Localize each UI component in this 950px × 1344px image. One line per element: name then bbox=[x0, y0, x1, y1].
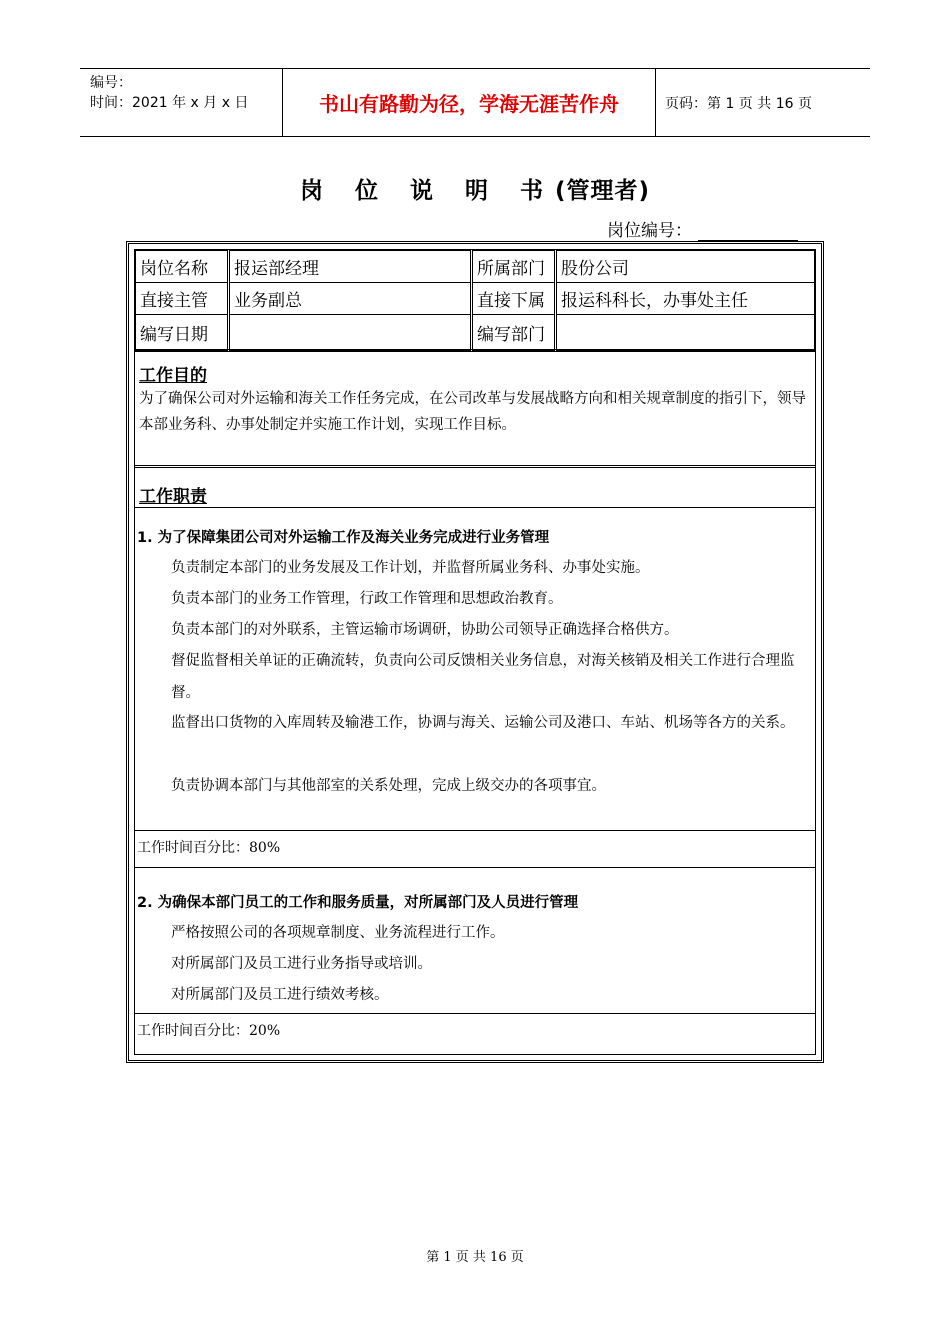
section-divider bbox=[135, 867, 815, 868]
document-number-label: 编号： bbox=[90, 75, 132, 91]
section-divider bbox=[135, 507, 815, 508]
post-number-label: 岗位编号： bbox=[607, 221, 692, 241]
duty-section-title: 1. 为了保障集团公司对外运输工作及海关业务完成进行业务管理 bbox=[137, 530, 550, 546]
document-time: 时间：2021 年 x 月 x 日 bbox=[90, 95, 249, 111]
info-value bbox=[556, 315, 815, 351]
info-value: 报运部经理 bbox=[229, 251, 472, 283]
duties-heading: 工作职责 bbox=[139, 487, 207, 507]
time-percent: 工作时间百分比：20% bbox=[137, 1023, 281, 1039]
section-divider bbox=[135, 830, 815, 831]
header-meta bbox=[80, 69, 282, 136]
info-value bbox=[229, 315, 472, 351]
list-item: 监督出口货物的入库周转及输港工作，协调与海关、运输公司及港口、车站、机场等各方的关系。 bbox=[171, 715, 795, 731]
section-divider bbox=[135, 465, 815, 468]
list-item: 负责制定本部门的业务发展及工作计划，并监督所属业务科、办事处实施。 bbox=[171, 560, 650, 576]
section-divider bbox=[135, 1013, 815, 1014]
header-slogan: 书山有路勤为径，学海无涯苦作舟 bbox=[282, 69, 656, 136]
header-page-info: 页码：第 1 页 共 16 页 bbox=[665, 95, 812, 112]
list-item: 严格按照公司的各项规章制度、业务流程进行工作。 bbox=[171, 925, 505, 941]
section-divider bbox=[135, 349, 815, 352]
document-title-main: 岗 位 说 明 书 bbox=[299, 178, 555, 204]
page-footer: 第 1 页 共 16 页 bbox=[426, 1250, 524, 1265]
table-row bbox=[136, 251, 815, 283]
info-label: 岗位名称 bbox=[136, 251, 229, 283]
info-label: 直接主管 bbox=[136, 283, 229, 315]
list-item: 对所属部门及员工进行绩效考核。 bbox=[171, 987, 389, 1003]
list-item: 对所属部门及员工进行业务指导或培训。 bbox=[171, 956, 432, 972]
info-value: 业务副总 bbox=[229, 283, 472, 315]
table-row bbox=[136, 283, 815, 315]
document-title-suffix: (管理者) bbox=[555, 178, 651, 204]
purpose-heading: 工作目的 bbox=[139, 366, 207, 386]
job-description-body bbox=[134, 249, 816, 1055]
info-label: 所属部门 bbox=[472, 251, 556, 283]
info-value: 股份公司 bbox=[556, 251, 815, 283]
list-item: 负责本部门的对外联系，主管运输市场调研，协助公司领导正确选择合格供方。 bbox=[171, 622, 679, 638]
time-percent: 工作时间百分比：80% bbox=[137, 840, 281, 856]
document-header bbox=[80, 68, 870, 137]
info-label: 编写部门 bbox=[472, 315, 556, 351]
job-description-frame bbox=[126, 241, 824, 1063]
info-label: 直接下属 bbox=[472, 283, 556, 315]
table-row bbox=[136, 315, 815, 351]
list-item: 负责协调本部门与其他部室的关系处理，完成上级交办的各项事宜。 bbox=[171, 778, 606, 794]
post-number-blank bbox=[698, 222, 798, 241]
list-item: 督促监督相关单证的正确流转，负责向公司反馈相关业务信息，对海关核销及相关工作进行合理监督。 bbox=[171, 653, 795, 701]
post-info-table bbox=[135, 250, 815, 351]
purpose-text: 为了确保公司对外运输和海关工作任务完成，在公司改革与发展战略方向和相关规章制度的指引下，领导本部业务科、办事处制定并实施工作计划，实现工作目标。 bbox=[139, 391, 806, 433]
document-title bbox=[0, 172, 950, 205]
duty-section-title: 2. 为确保本部门员工的工作和服务质量，对所属部门及人员进行管理 bbox=[137, 895, 579, 911]
info-value: 报运科科长，办事处主任 bbox=[556, 283, 815, 315]
info-label: 编写日期 bbox=[136, 315, 229, 351]
post-number bbox=[607, 216, 798, 241]
list-item: 负责本部门的业务工作管理，行政工作管理和思想政治教育。 bbox=[171, 591, 563, 607]
